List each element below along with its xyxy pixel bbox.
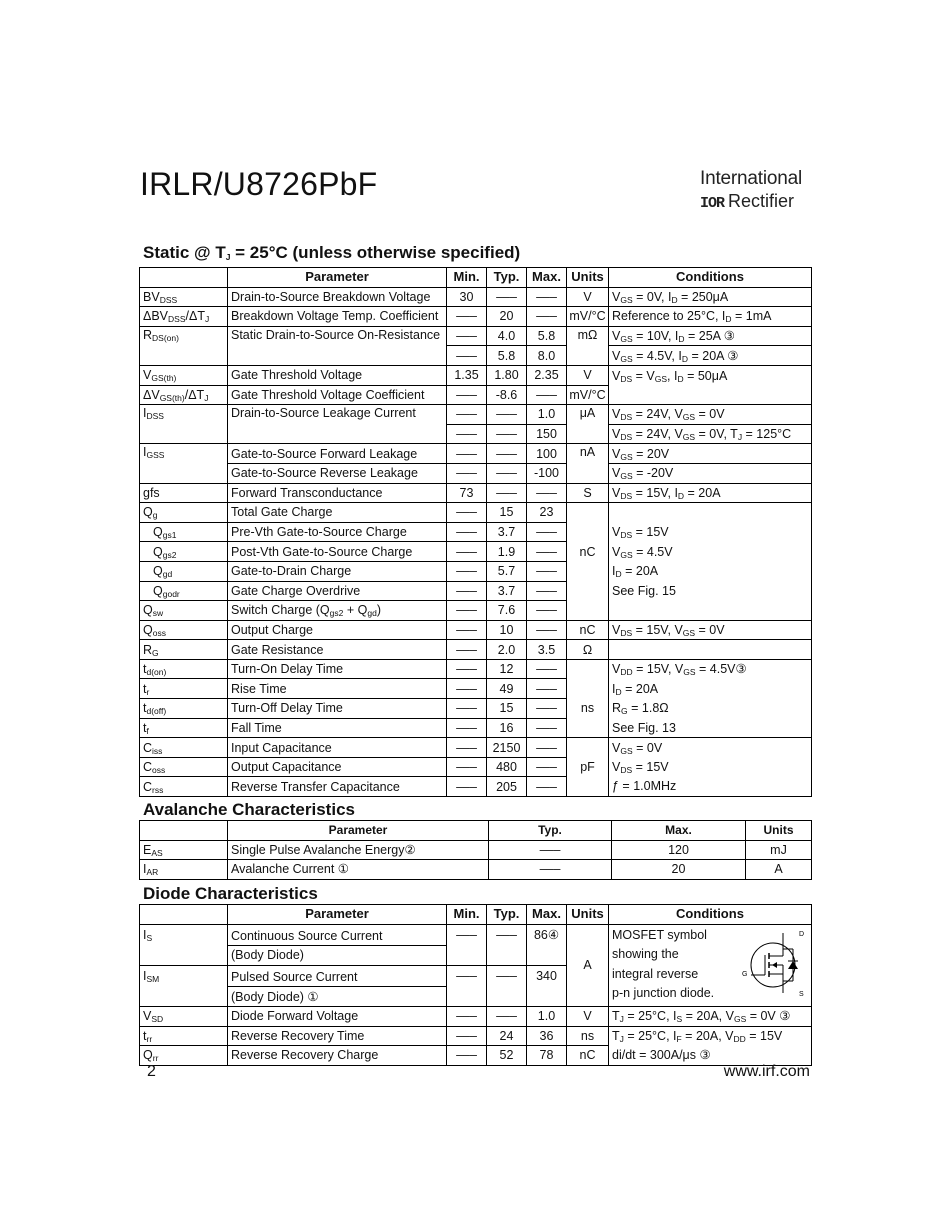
footer-url[interactable]: www.irf.com xyxy=(723,1063,810,1080)
avalanche-heading: Avalanche Characteristics xyxy=(143,800,355,819)
static-heading: Static @ $T_J = 25^\circ C$ (unless otherwise specified) xyxy=(143,243,521,262)
pin-g-label: G xyxy=(742,970,748,978)
table-row: $Q_g$ Total Gate Charge ––– 15 23 xyxy=(140,503,812,523)
table-row: $C_{oss}$ Output Capacitance ––– 480 ––– pF $V_{DS} = 15V$ xyxy=(140,757,812,777)
table-row: $Q_{sw}$ Switch Charge $(Q_{gs2} + Q_{gd})$ ––– 7.6 ––– xyxy=(140,601,812,621)
table-row: ––– 5.8 8.0 $V_{GS} = 4.5V$, $I_D = 20A$ ③ xyxy=(140,346,812,366)
table-row: $t_{d(on)}$ Turn-On Delay Time ––– 12 ––– $V_{DD} = 15V$, $V_{GS}$ = 4.5V③ xyxy=(140,659,812,679)
col-min: Min. xyxy=(447,905,487,925)
table-row: $\Delta BV_{DSS}/\Delta T_J$ Breakdown Voltage Temp. Coefficient ––– 20 ––– mV/°C Reference to 25°C, $I_D = 1mA$ xyxy=(140,307,812,327)
avalanche-table xyxy=(139,820,812,880)
table-row: $t_r$ Rise Time ––– 49 ––– $I_D = 20A$ xyxy=(140,679,812,699)
table-row: (Body Diode) ① xyxy=(140,987,812,1007)
col-max: Max. xyxy=(527,268,567,288)
logo-mark: IOR xyxy=(700,195,725,212)
col-max: Max. xyxy=(527,905,567,925)
col-conditions: Conditions xyxy=(609,268,812,288)
col-typ: Typ. xyxy=(487,268,527,288)
table-row: $V_{SD}$ Diode Forward Voltage ––– ––– 1.0 V $T_J = 25^\circ C$, $I_S = 20A$, $V_{GS} = 0V$ ③ xyxy=(140,1006,812,1026)
logo-line-2-text: Rectifier xyxy=(728,191,795,211)
col-parameter: Parameter xyxy=(228,821,489,841)
table-row: gfs Forward Transconductance 73 ––– ––– S $V_{DS} = 15V$, $I_D = 20A$ xyxy=(140,483,812,503)
table-row: $t_f$ Fall Time ––– 16 ––– See Fig. 13 xyxy=(140,718,812,738)
col-typ: Typ. xyxy=(489,821,612,841)
table-row: $t_{rr}$ Reverse Recovery Time ––– 24 36 ns $T_J = 25^\circ C$, $I_F = 20A$, $V_{DD} = 15V$ xyxy=(140,1026,812,1046)
table-row: $I_{GSS}$ Gate-to-Source Forward Leakage ––– ––– 100 nA $V_{GS} = 20V$ xyxy=(140,444,812,464)
symbol-text-line: showing the xyxy=(612,947,679,962)
table-header-row xyxy=(140,268,812,288)
table-row: $I_{AR}$ Avalanche Current ① ––– 20 A xyxy=(140,860,812,880)
col-parameter: Parameter xyxy=(228,268,447,288)
page-title: IRLR/U8726PbF xyxy=(140,166,378,202)
table-row: $R_G$ Gate Resistance ––– 2.0 3.5 Ω xyxy=(140,640,812,660)
col-parameter: Parameter xyxy=(228,905,447,925)
table-row: $R_{DS(on)}$ Static Drain-to-Source On-Resistance ––– 4.0 5.8 mΩ $V_{GS} = 10V$, $I_D = 25A$ ③ xyxy=(140,326,812,346)
company-logo xyxy=(700,168,812,214)
mosfet-symbol-icon xyxy=(739,929,807,997)
diode-heading: Diode Characteristics xyxy=(143,884,318,903)
table-row: (Body Diode) xyxy=(140,946,812,966)
page-number: 2 xyxy=(147,1063,156,1080)
table-row: Gate-to-Source Reverse Leakage ––– ––– -100 $V_{GS} = -20V$ xyxy=(140,463,812,483)
table-header-row xyxy=(140,905,812,925)
col-units: Units xyxy=(567,268,609,288)
table-row: $Q_{oss}$ Output Charge ––– 10 ––– nC $V_{DS} = 15V$, $V_{GS} = 0V$ xyxy=(140,620,812,640)
table-row: $t_{d(off)}$ Turn-Off Delay Time ––– 15 ––– ns $R_G = 1.8\Omega$ xyxy=(140,699,812,719)
col-min: Min. xyxy=(447,268,487,288)
table-row: ––– ––– 150 $V_{DS} = 24V$, $V_{GS} = 0V$, $T_J = 125^\circ C$ xyxy=(140,424,812,444)
table-row: $I_{DSS}$ Drain-to-Source Leakage Current ––– ––– 1.0 μA $V_{DS} = 24V$, $V_{GS} = 0V$ xyxy=(140,405,812,425)
table-row: $C_{rss}$ Reverse Transfer Capacitance ––– 205 ––– ƒ = 1.0MHz xyxy=(140,777,812,797)
table-row: $\Delta V_{GS(th)}/\Delta T_J$ Gate Threshold Voltage Coefficient ––– -8.6 ––– mV/°C xyxy=(140,385,812,405)
col-conditions: Conditions xyxy=(609,905,812,925)
symbol-text-line: integral reverse xyxy=(612,966,699,981)
table-row: $Q_{godr}$ Gate Charge Overdrive ––– 3.7 ––– See Fig. 15 xyxy=(140,581,812,601)
symbol-text-line: MOSFET symbol xyxy=(612,927,707,942)
table-row: $E_{AS}$ Single Pulse Avalanche Energy② ––– 120 mJ xyxy=(140,840,812,860)
table-row: $Q_{gs1}$ Pre-Vth Gate-to-Source Charge ––– 3.7 ––– $V_{DS} = 15V$ xyxy=(140,522,812,542)
table-row: $BV_{DSS}$ Drain-to-Source Breakdown Voltage 30 ––– ––– V $V_{GS} = 0V$, $I_D = 250\mu A$ xyxy=(140,287,812,307)
logo-line-1: International xyxy=(700,168,802,189)
table-header-row xyxy=(140,821,812,841)
col-typ: Typ. xyxy=(487,905,527,925)
table-row: $Q_{gd}$ Gate-to-Drain Charge ––– 5.7 ––– $I_D = 20A$ xyxy=(140,561,812,581)
table-row: $I_{SM}$ Pulsed Source Current ––– ––– 340 xyxy=(140,965,812,987)
col-units: Units xyxy=(567,905,609,925)
symbol-text-line: p-n junction diode. xyxy=(612,986,715,1001)
table-row: $C_{iss}$ Input Capacitance ––– 2150 ––– $V_{GS} = 0V$ xyxy=(140,738,812,758)
logo-line-2 xyxy=(700,191,812,214)
col-max: Max. xyxy=(612,821,746,841)
table-row: $Q_{gs2}$ Post-Vth Gate-to-Source Charge ––– 1.9 ––– nC $V_{GS} = 4.5V$ xyxy=(140,542,812,562)
diode-table xyxy=(139,904,812,1066)
pin-s-label: S xyxy=(799,990,804,997)
table-row: $Q_{rr}$ Reverse Recovery Charge ––– 52 78 nC di/dt = 300A/μs ③ xyxy=(140,1046,812,1066)
table-row: $I_S$ Continuous Source Current ––– ––– 86④ A MOSFET symbol showing the integral reverse p-n junction diode. D G S xyxy=(140,924,812,946)
col-units: Units xyxy=(746,821,812,841)
table-row: $V_{GS(th)}$ Gate Threshold Voltage 1.35 1.80 2.35 V $V_{DS} = V_{GS}$, $I_D = 50\mu A$ xyxy=(140,365,812,385)
static-table xyxy=(139,267,812,797)
pin-d-label: D xyxy=(799,930,805,938)
